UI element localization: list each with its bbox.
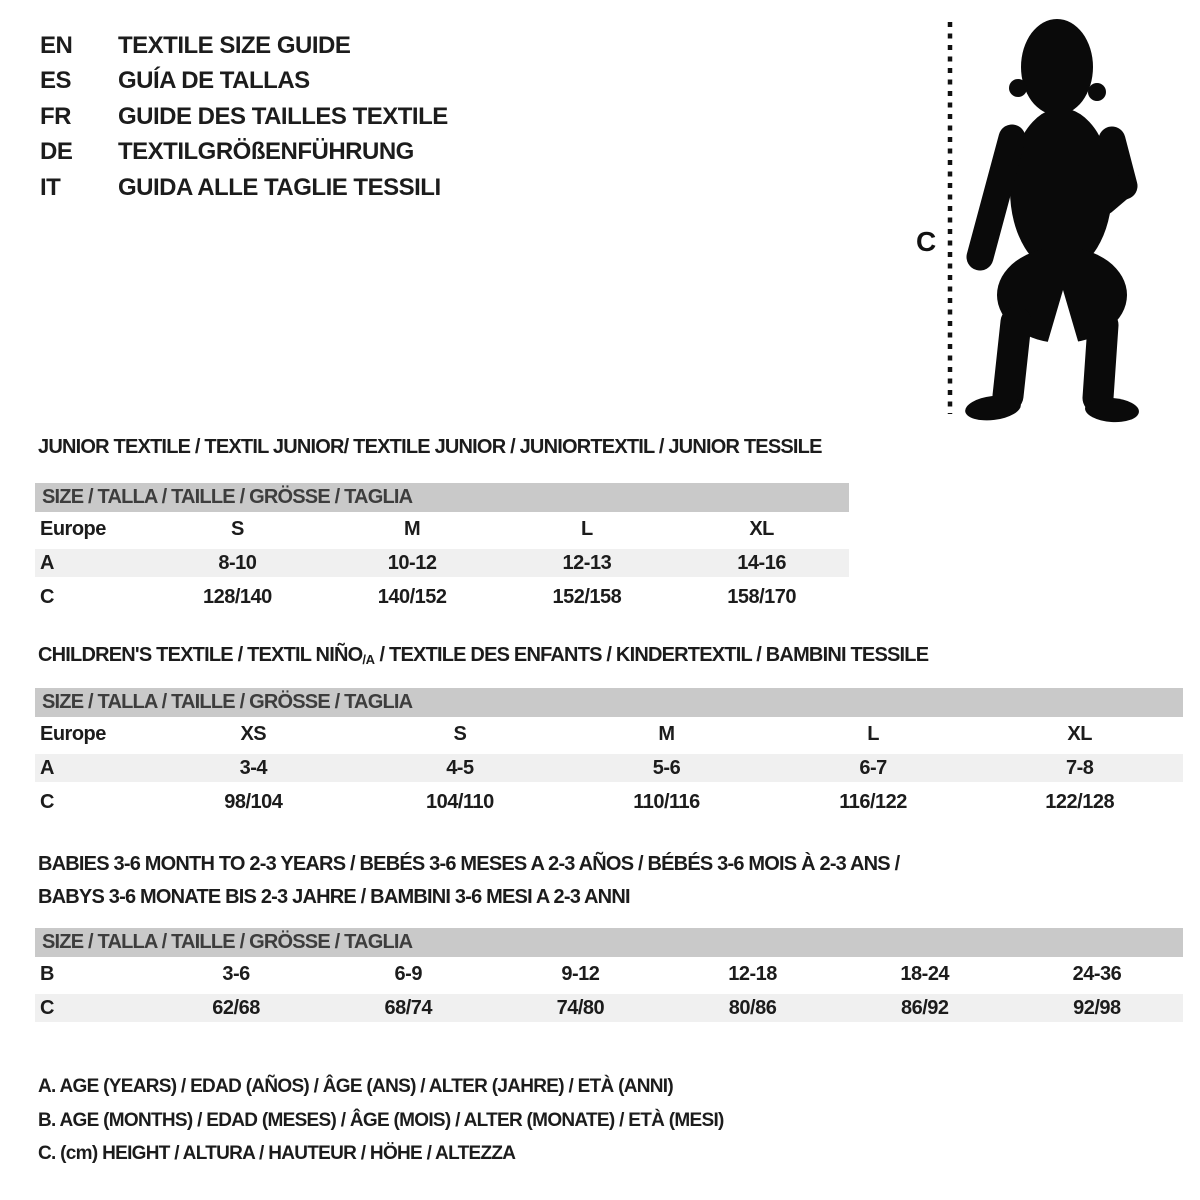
table-cell: 3-6 xyxy=(222,962,250,985)
table-cell: 9-12 xyxy=(561,962,600,985)
lang-code: EN xyxy=(40,31,73,59)
table-row xyxy=(35,957,1183,991)
lang-row-en xyxy=(40,28,448,64)
table-cell: XL xyxy=(1067,722,1092,745)
table-cell: M xyxy=(658,722,675,745)
table-cell: 62/68 xyxy=(212,996,260,1019)
table-cell: 152/158 xyxy=(552,585,622,608)
table-cell: 5-6 xyxy=(652,756,681,779)
children-title-main: CHILDREN'S TEXTILE / TEXTIL NIÑO xyxy=(38,644,363,666)
children-section-title xyxy=(38,644,928,667)
table-cell: 18-24 xyxy=(900,962,950,985)
measure-label: C xyxy=(916,226,936,257)
table-cell: 68/74 xyxy=(384,996,433,1019)
table-cell: 110/116 xyxy=(633,790,700,813)
table-cell: 128/140 xyxy=(202,585,272,608)
babies-section-title xyxy=(38,848,899,914)
table-cell: XS xyxy=(240,722,267,745)
toddler-figure-svg xyxy=(900,10,1160,430)
table-header-bar: SIZE / TALLA / TAILLE / GRÖSSE / TAGLIA xyxy=(35,928,1183,957)
table-cell: 7-8 xyxy=(1065,756,1094,779)
table-cell: 8-10 xyxy=(218,551,257,574)
row-label: C xyxy=(40,585,54,608)
table-cell: 6-9 xyxy=(394,962,422,985)
table-cell: 158/170 xyxy=(727,585,797,608)
lang-row-de xyxy=(40,135,448,171)
table-row xyxy=(35,717,1183,751)
table-cell: 86/92 xyxy=(900,996,949,1019)
footnote-c: C. (cm) HEIGHT / ALTURA / HAUTEUR / HÖHE / ALTEZZA xyxy=(38,1143,516,1164)
children-title-sub: /A xyxy=(362,652,375,667)
toddler-silhouette xyxy=(964,19,1140,424)
lang-label: GUIDA ALLE TAGLIE TESSILI xyxy=(118,173,441,201)
lang-code: DE xyxy=(40,138,73,166)
table-cell: S xyxy=(230,517,244,540)
table-cell: 12-18 xyxy=(728,962,777,985)
table-cell: 92/98 xyxy=(1073,996,1121,1019)
table-row xyxy=(35,512,849,546)
row-label: B xyxy=(40,962,54,985)
table-cell: 74/80 xyxy=(556,996,605,1019)
table-cell: 122/128 xyxy=(1045,790,1115,813)
lang-row-es xyxy=(40,64,448,100)
row-label: Europe xyxy=(40,722,106,745)
height-measure-figure xyxy=(900,10,1160,430)
table-cell: 4-5 xyxy=(446,756,474,779)
table-row xyxy=(35,991,1183,1025)
table-row xyxy=(35,751,1183,785)
lang-code: ES xyxy=(40,67,72,95)
junior-size-table xyxy=(35,483,849,614)
row-label: A xyxy=(40,756,54,779)
row-label: A xyxy=(40,551,54,574)
table-cell: 6-7 xyxy=(859,756,887,779)
children-size-table xyxy=(35,688,1183,819)
table-cell: 104/110 xyxy=(426,790,494,813)
lang-code: FR xyxy=(40,102,71,130)
lang-code: IT xyxy=(40,173,61,201)
table-cell: S xyxy=(453,722,467,745)
babies-size-table xyxy=(35,928,1183,1025)
language-title-block xyxy=(40,28,448,206)
table-cell: 98/104 xyxy=(224,790,283,813)
lang-label: TEXTILGRÖßENFÜHRUNG xyxy=(118,138,414,166)
lang-label: GUÍA DE TALLAS xyxy=(118,67,310,95)
table-cell: 24-36 xyxy=(1072,962,1122,985)
table-cell: L xyxy=(867,722,879,745)
lang-row-it xyxy=(40,170,448,206)
table-row xyxy=(35,785,1183,819)
table-header-bar: SIZE / TALLA / TAILLE / GRÖSSE / TAGLIA xyxy=(35,483,849,512)
table-cell: 116/122 xyxy=(839,790,907,813)
table-cell: 80/86 xyxy=(728,996,777,1019)
table-row xyxy=(35,546,849,580)
lang-label: GUIDE DES TAILLES TEXTILE xyxy=(118,102,448,130)
table-cell: M xyxy=(404,517,421,540)
row-label: Europe xyxy=(40,517,106,540)
children-title-rest: / TEXTILE DES ENFANTS / KINDERTEXTIL / BAMBINI TESSILE xyxy=(374,644,929,666)
babies-title-line2: BABYS 3-6 MONATE BIS 2-3 JAHRE / BAMBINI 3-6 MESI A 2-3 ANNI xyxy=(38,886,630,908)
babies-title-line1: BABIES 3-6 MONTH TO 2-3 YEARS / BEBÉS 3-6 MESES A 2-3 AÑOS / BÉBÉS 3-6 MOIS À 2-3 ANS / xyxy=(38,853,900,875)
table-cell: 12-13 xyxy=(562,551,612,574)
table-cell: 140/152 xyxy=(377,585,447,608)
table-cell: 14-16 xyxy=(737,551,786,574)
row-label: C xyxy=(40,790,54,813)
lang-row-fr xyxy=(40,99,448,135)
footnote-b: B. AGE (MONTHS) / EDAD (MESES) / ÂGE (MOIS) / ALTER (MONATE) / ETÀ (MESI) xyxy=(38,1109,724,1131)
table-cell: L xyxy=(581,517,593,540)
table-row xyxy=(35,580,849,614)
footnote-a: A. AGE (YEARS) / EDAD (AÑOS) / ÂGE (ANS) / ALTER (JAHRE) / ETÀ (ANNI) xyxy=(38,1076,673,1097)
table-cell: 10-12 xyxy=(387,551,437,574)
table-header-bar: SIZE / TALLA / TAILLE / GRÖSSE / TAGLIA xyxy=(35,688,1183,717)
table-cell: 3-4 xyxy=(239,756,267,779)
lang-label: TEXTILE SIZE GUIDE xyxy=(118,31,351,59)
table-cell: XL xyxy=(749,517,774,540)
junior-section-title: JUNIOR TEXTILE / TEXTIL JUNIOR/ TEXTILE JUNIOR / JUNIORTEXTIL / JUNIOR TESSILE xyxy=(38,436,822,458)
legend-footnotes xyxy=(38,1070,724,1171)
row-label: C xyxy=(40,996,54,1019)
